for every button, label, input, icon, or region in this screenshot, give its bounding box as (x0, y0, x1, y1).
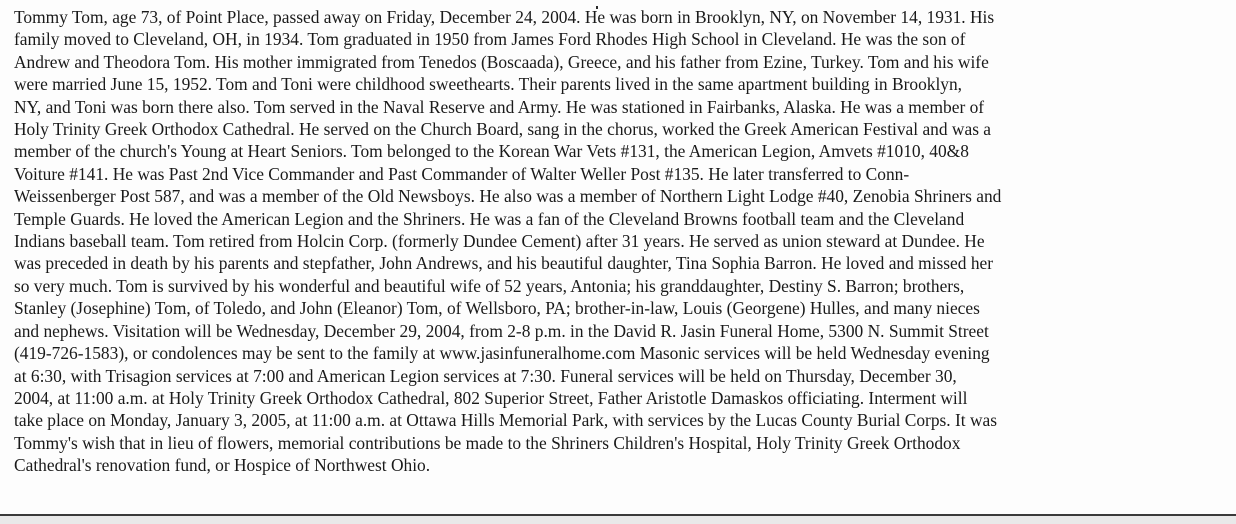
obituary-line: at 6:30, with Trisagion services at 7:00 and American Legion services at 7:30. Funeral services will be held on Thursday, December 30, (14, 365, 957, 386)
obituary-line: 2004, at 11:00 a.m. at Holy Trinity Greek Orthodox Cathedral, 802 Superior Street, Father Aristotle Damaskos officiating. Interment will (14, 387, 968, 408)
obituary-line: was preceded in death by his parents and stepfather, John Andrews, and his beautiful daughter, Tina Sophia Barron. He loved and missed her (14, 253, 994, 274)
obituary-line: Voiture #141. He was Past 2nd Vice Commander and Past Commander of Walter Weller Post #135. He later transferred to Conn- (14, 163, 910, 184)
obituary-line: member of the church's Young at Heart Seniors. Tom belonged to the Korean War Vets #131, the American Legion, Amvets #1010, 40&8 (14, 141, 969, 162)
obituary-line: and nephews. Visitation will be Wednesday, December 29, 2004, from 2-8 p.m. in the David R. Jasin Funeral Home, 5300 N. Summit Street (14, 320, 989, 341)
obituary-text (14, 6, 1228, 477)
obituary-line: family moved to Cleveland, OH, in 1934. Tom graduated in 1950 from James Ford Rhodes High School in Cleveland. He was the son of (14, 29, 966, 50)
obituary-line: were married June 15, 1952. Tom and Toni were childhood sweethearts. Their parents lived in the same apartment building in Brooklyn, (14, 74, 963, 95)
obituary-line: Stanley (Josephine) Tom, of Toledo, and John (Eleanor) Tom, of Wellsboro, PA; brother-in-law, Louis (Georgene) Hulles, and many nieces (14, 298, 980, 319)
obituary-line: Weissenberger Post 587, and was a member of the Old Newsboys. He also was a member of Northern Light Lodge #40, Zenobia Shriners and (14, 186, 1002, 207)
obituary-line: so very much. Tom is survived by his wonderful and beautiful wife of 52 years, Antonia; his granddaughter, Destiny S. Barron; brothers, (14, 275, 965, 296)
obituary-line: Tommy's wish that in lieu of flowers, memorial contributions be made to the Shriners Children's Hospital, Holy Trinity Greek Orthodox (14, 432, 961, 453)
obituary-line: Holy Trinity Greek Orthodox Cathedral. He served on the Church Board, sang in the chorus, worked the Greek American Festival and was a (14, 119, 992, 140)
obituary-line: Tommy Tom, age 73, of Point Place, passed away on Friday, December 24, 2004. He was born in Brooklyn, NY, on November 14, 1931. His (14, 7, 995, 27)
obituary-line: NY, and Toni was born there also. Tom served in the Naval Reserve and Army. He was stationed in Fairbanks, Alaska. He was a member of (14, 96, 985, 117)
obituary-line: Andrew and Theodora Tom. His mother immigrated from Tenedos (Boscaada), Greece, and his father from Ezine, Turkey. Tom and his wife (14, 51, 989, 72)
obituary-line: Temple Guards. He loved the American Legion and the Shriners. He was a fan of the Cleveland Browns football team and the Cleveland (14, 208, 965, 229)
obituary-line: Cathedral's renovation fund, or Hospice of Northwest Ohio. (14, 455, 431, 476)
obituary-line: Indians baseball team. Tom retired from Holcin Corp. (formerly Dundee Cement) after 31 years. He served as union steward at Dundee. He (14, 231, 985, 252)
scan-margin (0, 516, 1236, 524)
obituary-line: take place on Monday, January 3, 2005, at 11:00 a.m. at Ottawa Hills Memorial Park, with services by the Lucas County Burial Corps. It was (14, 410, 998, 431)
obituary-line: (419-726-1583), or condolences may be sent to the family at www.jasinfuneralhome.com Masonic services will be held Wednesday evening (14, 343, 990, 364)
